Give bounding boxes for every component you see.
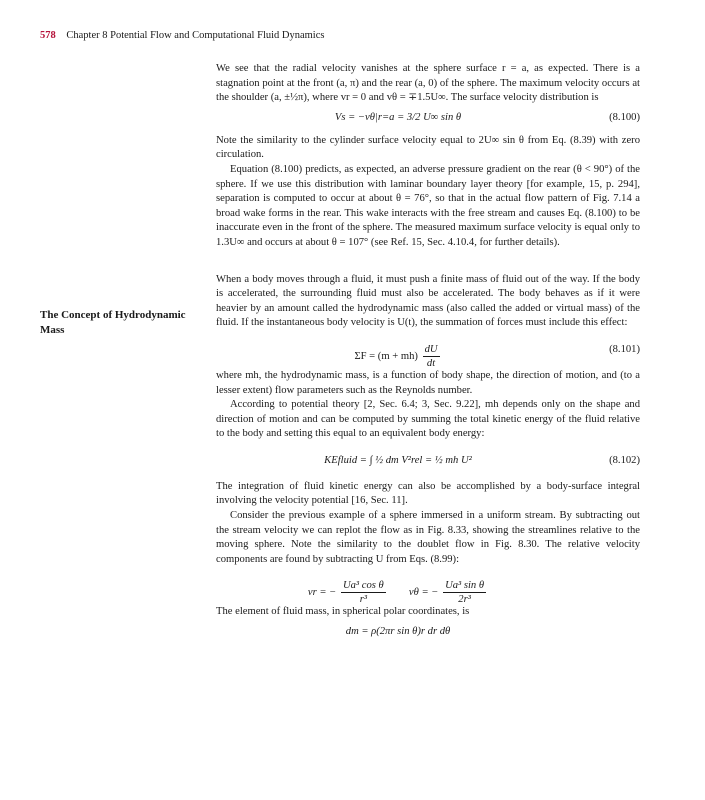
equation-relative-velocity	[216, 569, 640, 606]
paragraph: The element of fluid mass, in spherical polar coordinates, is	[216, 606, 470, 618]
equation-8-102	[216, 444, 640, 478]
numerator: dU	[424, 343, 438, 355]
equation-number: (8.100)	[609, 111, 640, 123]
numerator: Ua³ cos θ	[342, 580, 384, 592]
paragraph: According to potential theory [2, Sec. 6.4; 3, Sec. 9.22], mh depends only on the shape and direction of motion and can be computed by summing the total kinetic energy of the fluid relative to the body and setting this equal to an equivalent body energy:	[216, 399, 640, 440]
page-number: 578	[40, 30, 56, 41]
equation-number: (8.102)	[609, 454, 640, 466]
equation-body	[216, 343, 580, 370]
fraction	[443, 579, 486, 606]
paragraph: When a body moves through a fluid, it must push a finite mass of fluid out of the way. If the body is accelerated, the surrounding fluid must also be accelerated. The body behaves as if it were heavier by an amount called the hydrodynamic mass (also called the added or virtual mass) of the fluid. If the instantaneous body velocity is U(t), the summation of forces must include this effect:	[216, 273, 640, 329]
paragraph: We see that the radial velocity vanishes at the sphere surface r = a, as expected. There is a stagnation point at the front (a, π) and the rear (a, 0) of the sphere. The maximum velocity occurs at the shoulder (a, ±½π), where vr = 0 and vθ = ∓1.5U∞. The surface velocity distribution is	[216, 63, 640, 104]
equation-mass-element	[216, 622, 640, 646]
equation-body	[216, 579, 580, 606]
fraction	[423, 343, 440, 370]
equation-number: (8.101)	[609, 343, 640, 355]
equation-lhs: ΣF = (m + mh)	[354, 350, 418, 362]
page-header	[40, 30, 324, 41]
paragraph: Equation (8.100) predicts, as expected, an adverse pressure gradient on the rear (θ < 90°) of the sphere. If we use this distribution with laminar boundary layer theory [for example, 15, p. 294], separation is computed to occur at about θ = 76°, so that in the actual flow pattern of Fig. 7.14 a broad wake forms in the rear. This wake interacts with the free stream and causes Eq. (8.100) to be inaccurate even in the front of the sphere. The measured maximum surface velocity is equal only to 1.3U∞ and occurs at about θ = 107° (see Ref. 15, Sec. 4.10.4, for further details).	[216, 163, 640, 248]
section-heading: The Concept of Hydrodynamic Mass	[40, 309, 186, 336]
vtheta-lhs: vθ = −	[408, 587, 439, 599]
equation-body: Vs = −vθ|r=a = 3/2 U∞ sin θ	[334, 111, 462, 123]
denominator: dt	[426, 357, 436, 369]
paragraph: where mh, the hydrodynamic mass, is a function of body shape, the direction of motion, and (to a lesser extent) flow parameters such as the Reynolds number.	[216, 369, 640, 396]
equation-body: dm = ρ(2πr sin θ)r dr dθ	[345, 626, 451, 638]
numerator: Ua³ sin θ	[445, 580, 485, 592]
running-title: Chapter 8 Potential Flow and Computational Fluid Dynamics	[66, 30, 325, 41]
equation-8-101	[216, 333, 640, 367]
main-column	[216, 62, 640, 648]
fraction	[341, 579, 386, 606]
denominator: 2r³	[458, 594, 471, 606]
denominator: r³	[359, 594, 368, 606]
paragraph: Consider the previous example of a sphere immersed in a uniform stream. By subtracting out the stream velocity we can replot the flow as in Fig. 8.33, showing the streamlines relative to the moving sphere. Note the similarity to the doublet flow in Fig. 8.30. The relative velocity components are found by subtracting U from Eqs. (8.99):	[216, 510, 640, 565]
vr-lhs: vr = −	[307, 587, 337, 599]
equation-8-100	[216, 108, 640, 132]
paragraph: The integration of fluid kinetic energy can also be accomplished by a body-surface integral involving the velocity potential [16, Sec. 11].	[216, 480, 640, 507]
paragraph: Note the similarity to the cylinder surface velocity equal to 2U∞ sin θ from Eq. (8.39) with zero circulation.	[216, 134, 640, 161]
equation-body: KEfluid = ∫ ½ dm V²rel = ½ mh U²	[324, 454, 472, 466]
